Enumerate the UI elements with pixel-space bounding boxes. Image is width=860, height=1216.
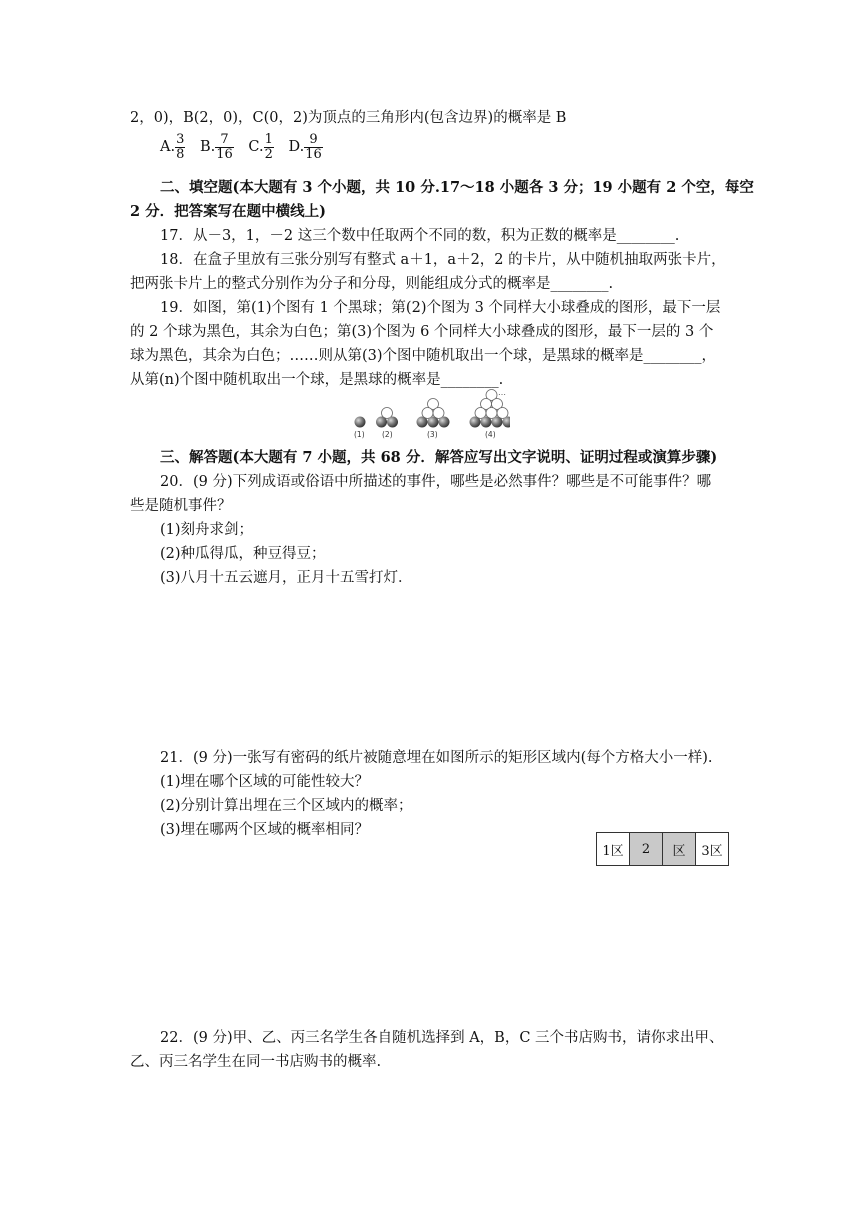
q19-text-line2: 的 2 个球为黑色，其余为白色；第(3)个图为 6 个同样大小球叠成的图形，最下一层的 3 个	[130, 324, 714, 340]
q16-tail: 2，0)，B(2，0)，C(0，2)为顶点的三角形内(包含边界)的概率是 B	[130, 110, 567, 126]
black-ball	[417, 417, 428, 428]
q16-option-c-numerator: 1	[264, 132, 273, 147]
q22-text-line1: 22．(9 分)甲、乙、丙三名学生各自随机选择到 A，B，C 三个书店购书，请你求出甲、	[160, 1030, 724, 1046]
zone-cell-2b: 区	[663, 833, 696, 866]
q16-options	[160, 133, 333, 161]
black-ball	[481, 417, 492, 428]
black-ball	[376, 417, 387, 428]
q16-option-d-label: D.	[288, 139, 305, 156]
q16-option-a-numerator: 3	[176, 132, 185, 147]
q16-option-d-fraction	[304, 133, 323, 161]
q19-text-line3: 球为黑色，其余为白色；……则从第(3)个图中随机取出一个球，是黑球的概率是________，	[130, 348, 717, 364]
q17-text: 17．从－3，1，－2 这三个数中任取两个不同的数，积为正数的概率是________.	[160, 228, 680, 244]
zone-grid	[596, 832, 729, 866]
q16-option-d-numerator: 9	[304, 133, 323, 148]
q16-option-c-label: C.	[248, 139, 264, 156]
q21-item-2: (2)分别计算出埋在三个区域内的概率；	[160, 798, 413, 814]
black-ball	[439, 417, 450, 428]
q16-option-c-denominator: 2	[264, 146, 273, 162]
q20-text-line2: 些是随机事件？	[130, 498, 232, 514]
q16-option-b-denominator: 16	[216, 146, 233, 162]
zone-cell-1: 1区	[597, 833, 630, 866]
figure-label-4: (4)	[485, 430, 496, 439]
zone-grid-row	[597, 833, 729, 866]
q16-option-c	[248, 133, 273, 161]
q16-option-b-label: B.	[199, 139, 216, 156]
black-ball	[355, 417, 366, 428]
figure-label-1: (1)	[354, 430, 365, 439]
black-ball	[470, 417, 481, 428]
q16-option-b-numerator: 7	[215, 133, 234, 148]
zone-cell-2a: 2	[630, 833, 663, 866]
figure-1	[355, 417, 366, 428]
q21-item-3: (3)埋在哪两个区域的概率相同？	[160, 822, 370, 838]
q16-option-b-fraction	[215, 133, 234, 161]
figure-label-2: (2)	[382, 430, 393, 439]
black-ball	[492, 417, 503, 428]
q18-text-line1: 18．在盒子里放有三张分别写有整式 a＋1，a＋2，2 的卡片，从中随机抽取两张卡片，	[160, 252, 726, 268]
figure-3	[417, 399, 450, 428]
q20-text-line1: 20．(9 分)下列成语或俗语中所描述的事件，哪些是必然事件？哪些是不可能事件？哪	[160, 474, 712, 490]
q16-option-c-fraction	[264, 133, 274, 161]
q16-option-d	[288, 133, 322, 161]
q16-option-b	[200, 133, 234, 161]
q16-option-a	[160, 133, 185, 161]
black-ball	[387, 417, 398, 428]
q19-text-line1: 19．如图，第(1)个图有 1 个黑球；第(2)个图为 3 个同样大小球叠成的图形，最下一层	[160, 300, 721, 316]
black-ball	[428, 417, 439, 428]
q18-text-line2: 把两张卡片上的整式分别作为分子和分母，则能组成分式的概率是________.	[130, 276, 614, 292]
q21-text-line1: 21．(9 分)一张写有密码的纸片被随意埋在如图所示的矩形区域内(每个方格大小一样).	[160, 750, 713, 766]
q16-option-a-denominator: 8	[176, 146, 185, 162]
section3-heading: 三、解答题(本大题有 7 小题，共 68 分．解答应写出文字说明、证明过程或演算步骤)	[160, 449, 718, 466]
stacked-balls-figure	[350, 385, 510, 441]
zone-cell-3: 3区	[696, 833, 729, 866]
q16-option-a-fraction	[175, 133, 185, 161]
figure-label-3: (3)	[427, 430, 438, 439]
q16-option-d-denominator: 16	[305, 146, 322, 162]
q22-text-line2: 乙、丙三名学生在同一书店购书的概率.	[130, 1054, 382, 1070]
q16-option-a-label: A.	[160, 139, 176, 156]
q21-item-1: (1)埋在哪个区域的可能性较大？	[160, 774, 370, 790]
q19-text-line4: 从第(n)个图中随机取出一个球，是黑球的概率是________.	[130, 372, 504, 388]
q20-item-3: (3)八月十五云遮月，正月十五雪打灯．	[160, 570, 413, 586]
q20-item-1: (1)刻舟求剑；	[160, 522, 254, 538]
q20-item-2: (2)种瓜得瓜，种豆得豆；	[160, 546, 326, 562]
section2-heading-line2: 2 分．把答案写在题中横线上)	[130, 203, 326, 220]
section2-heading-line1: 二、填空题(本大题有 3 个小题，共 10 分.17～18 小题各 3 分；19 小题有 2 个空，每空	[160, 179, 754, 196]
figure-ellipsis: …	[498, 388, 506, 397]
figure-2	[376, 408, 398, 428]
